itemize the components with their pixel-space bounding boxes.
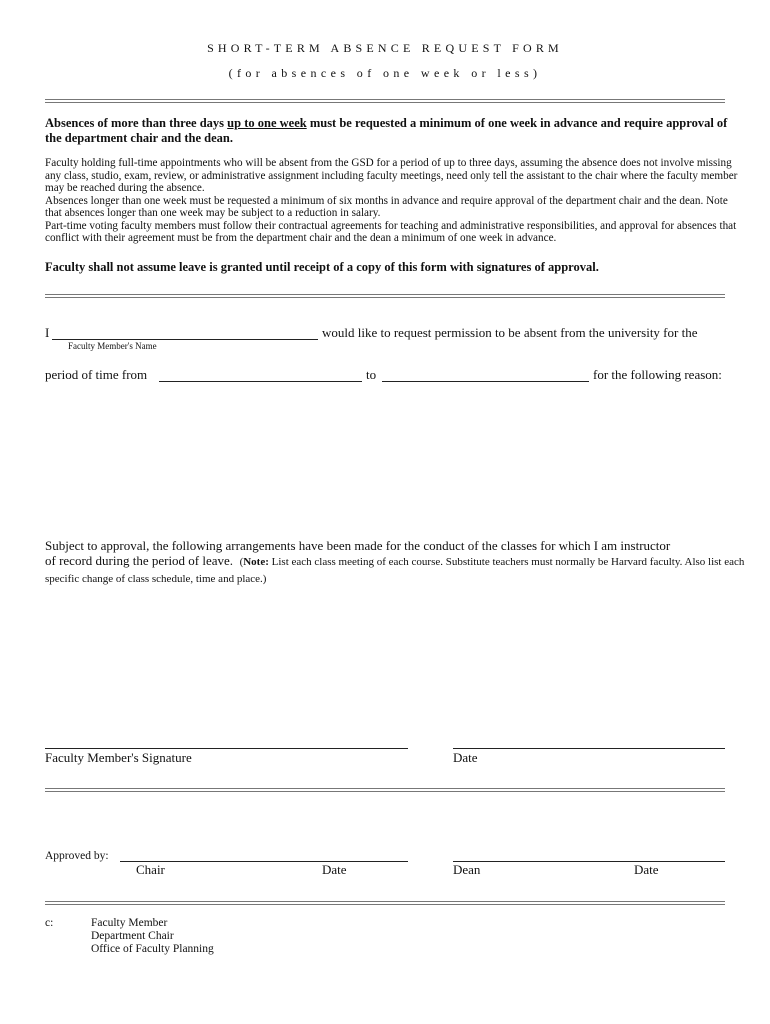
policy-paragraph-2: Absences longer than one week must be requested a minimum of six months in advance and require approval of the department chair and the dean. Note that absences longer than one week may be subject to a reduction in salary.	[45, 194, 728, 219]
request-suffix: would like to request permission to be absent from the university for the	[322, 325, 698, 340]
cc-recipient: Department Chair	[91, 930, 174, 942]
cc-recipient: Faculty Member	[91, 917, 168, 929]
arrangements-text	[45, 538, 745, 587]
reason-area[interactable]	[45, 390, 725, 530]
intro-part2: must be requested a minimum of one week in advance and require approval of the department chair and the dean.	[45, 116, 728, 145]
form-title: SHORT-TERM ABSENCE REQUEST FORM	[207, 41, 563, 55]
divider	[45, 901, 725, 905]
chair-label: Chair	[136, 862, 165, 877]
chair-date-label: Date	[322, 862, 347, 877]
arrangements-line-1: Subject to approval, the following arrangements have been made for the conduct of the classes for which I am instructor	[45, 538, 671, 553]
form-subtitle: (for absences of one week or less)	[228, 66, 542, 80]
policy-paragraph-3: Part-time voting faculty members must follow their contractual agreements for teaching and administrative responsibilities, and approval for absences that conflict with their agreement must be from the department chair and the dean a minimum of one week in advance.	[45, 219, 737, 244]
faculty-signature-field[interactable]	[45, 748, 408, 749]
divider	[45, 99, 725, 103]
faculty-name-caption: Faculty Member's Name	[68, 341, 157, 351]
arrangements-line-2: of record during the period of leave.	[45, 553, 234, 568]
intro-statement	[45, 116, 735, 146]
note-open-paren: (	[239, 556, 244, 568]
divider	[45, 294, 725, 298]
cc-label: c:	[45, 917, 54, 929]
intro-part1: Absences of more than three days	[45, 116, 228, 130]
period-from-field[interactable]	[159, 381, 362, 382]
faculty-signature-label: Faculty Member's Signature	[45, 750, 192, 765]
divider	[45, 788, 725, 792]
arrangements-area[interactable]	[45, 595, 725, 735]
period-to-label: to	[366, 367, 377, 382]
cc-recipient-list	[91, 917, 214, 956]
note-text: List each class meeting of each course. Substitute teachers must normally be Harvard faculty. Also list each specific change of class schedule, time and place.)	[45, 556, 745, 585]
dean-date-label: Date	[634, 862, 659, 877]
period-to-field[interactable]	[382, 381, 589, 382]
policy-text	[45, 157, 740, 245]
faculty-name-field[interactable]	[52, 339, 318, 340]
period-label: period of time from	[45, 367, 148, 382]
reason-label: for the following reason:	[593, 367, 722, 382]
dean-approval-field[interactable]	[453, 861, 725, 862]
intro-underlined: up to one week	[227, 116, 307, 130]
signature-date-label: Date	[453, 750, 478, 765]
signature-date-field[interactable]	[453, 748, 725, 749]
approved-by-label: Approved by:	[45, 850, 109, 862]
policy-paragraph-1: Faculty holding full-time appointments who will be absent from the GSD for a period of up to three days, assuming the absence does not involve missing any class, studio, exam, review, or administrative assignment including faculty meetings, need only tell the assistant to the chair where the faculty member may be reached during the absence.	[45, 157, 738, 194]
cc-recipient: Office of Faculty Planning	[91, 943, 214, 955]
request-prefix: I	[45, 325, 50, 340]
note-label: Note:	[243, 556, 269, 568]
dean-label: Dean	[453, 862, 481, 877]
approval-notice: Faculty shall not assume leave is granted until receipt of a copy of this form with signatures of approval.	[45, 260, 599, 274]
